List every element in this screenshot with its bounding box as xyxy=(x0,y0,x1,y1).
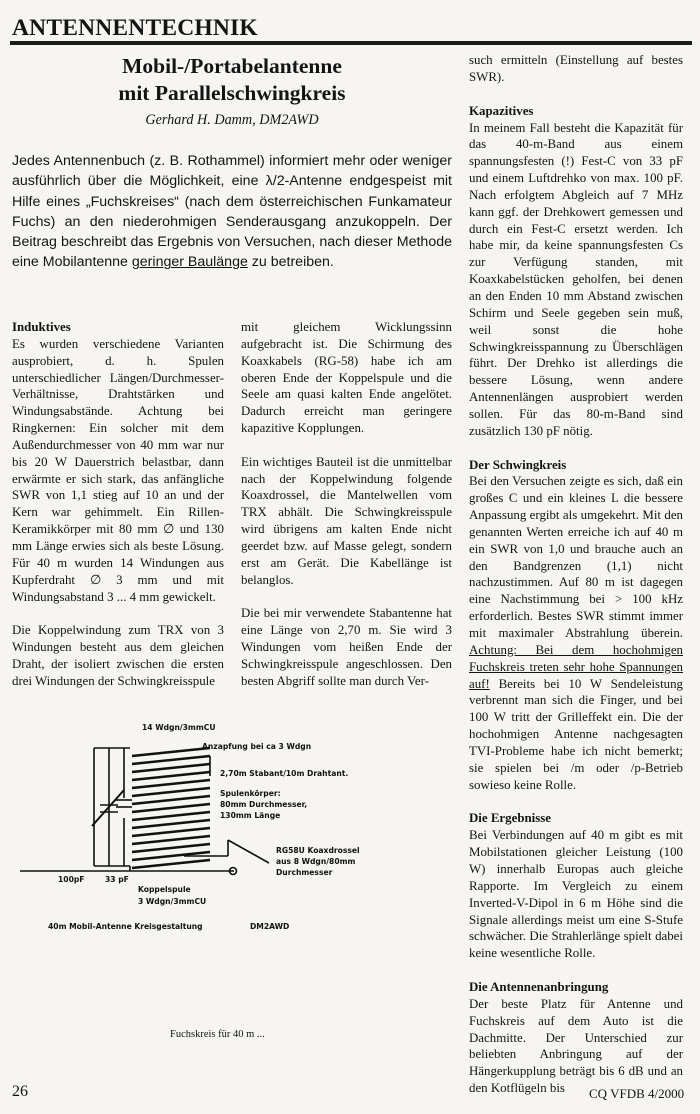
header-rule xyxy=(10,41,692,45)
heading-antennenanbringung: Die Antennenanbringung xyxy=(469,980,609,995)
label-windings: 14 Wdgn/3mmCU xyxy=(142,723,216,732)
paragraph: Bei Verbindungen auf 40 m gibt es mit Mobilstationen gleicher Leistung (100 W) innerhalb Europas auch gleiche Rapporte. Im Vergleich zu einem Inverted-V-Dipol in 6 m Höhe sind die Signale allerdings meist um eine S-Stufe schwächer. Die Strahlerlänge spielt dabei keine wesentliche Rolle. xyxy=(469,828,683,961)
label-coupling-windings: 3 Wdgn/3mmCU xyxy=(138,897,207,906)
paragraph: Die bei mir verwendete Stabantenne hat eine Länge von 2,70 m. Sie wird 3 Windungen vom heißen Ende der Schwingkreisspule angeschlossen. Den besten Abgriff sollte man durch Ver- xyxy=(241,606,452,688)
circuit-diagram xyxy=(14,718,454,948)
heading-schwingkreis: Der Schwingkreis xyxy=(469,457,567,472)
lead-text-1: Jedes Antennenbuch (z. B. Rothammel) informiert mehr oder weniger ausführlich über die Möglichkeit, eine λ/2-Antenne endgespeist mit Hilfe eines „Fuchskreises“ (nach dem österreichischen Funkamateur Fuchs) an den niederohmigen Senderausgang anzukoppeln. Der Beitrag beschreibt das Ergebnis von Versuchen, nach dieser Methode eine Mobilantenne xyxy=(12,153,452,271)
lead-paragraph xyxy=(12,151,452,273)
label-diagram-title: 40m Mobil-Antenne Kreisgestaltung xyxy=(48,922,203,931)
lead-underlined-text: geringer Baulänge xyxy=(131,254,248,271)
page-number: 26 xyxy=(12,1083,28,1100)
label-coupling-coil: Koppelspule xyxy=(138,885,191,894)
label-33pf: 33 pF xyxy=(105,875,129,884)
paragraph: mit gleichem Wicklungssinn aufgebracht ist. Die Schirmung des Koaxkabels (RG-58) habe ich am oberen Ende der Koppelspule und die Seele am quasi kalten Ende angelötet. Dadurch erreicht man geringere kapazitive Kopplungen. xyxy=(241,320,452,436)
label-tap: Anzapfung bei ca 3 Wdgn xyxy=(202,742,312,751)
paragraph: Es wurden verschiedene Varianten ausprobiert, d. h. Spulen unterschiedlicher Längen/Durchmesser-Verhältnisse, Drahtstärken und Windungsabstände. Achtung bei Ringkernen: Ein solcher mit dem Außendurchmesser von 40 mm war nur bis 20 W Dauerstrich belastbar, dann erwärmte er sich stark, das anfängliche SWR von 1,1 stieg auf 10 an und der Kern war gehimmelt. Ein Rillen-Keramikkörper mit 80 mm ∅ und 130 mm Länge erwies sich als beste Lösung. Für 40 m wurden 14 Windungen aus Kupferdraht ∅ 3 mm und mit Windungsabstand 3 ... 4 mm gewickelt. xyxy=(12,336,224,604)
text-span: Bereits bei 10 W Sendeleistung verbrennt man sich die Finger, und bei 100 W tritt der Grilleffekt ein. Die der hochohmigen Antenne nachgesagten TVI-Probleme habe ich nicht bemerkt; sie spielen bei /m oder /p-Betrieb sowieso keine Rolle. xyxy=(469,676,683,792)
label-coil-length: 130mm Länge xyxy=(220,811,281,820)
heading-kapazitives: Kapazitives xyxy=(469,103,534,118)
label-coil-diameter: 80mm Durchmesser, xyxy=(220,800,308,809)
author-byline: Gerhard H. Damm, DM2AWD xyxy=(145,112,319,128)
paragraph: In meinem Fall besteht die Kapazität für das 40-m-Band aus einem spannungsfesten (!) Fest-C von 33 pF und einem Luftdrehko von max. 100 pF. Nach erfolgtem Abgleich auf 7 MHz kann ggf. der Drehkowert gemessen und durch ein Fest-C ersetzt werden. Ich habe mir, da keine spannungsfesten Cs zur Verfügung standen, mit Koaxkabelstücken geholfen, bei denen an den Enden 10 mm Abstand zwischen Schirm und Seele gegeben sein muß, weil sonst die hohe Schwingkreisspannung zu Überschlägen führt. Der Drehko ist allerdings die bessere Lösung, wenn andere Antennenlängen ausprobiert werden sollen. Für das 80-m-Band sind zusätzlich 130 pF nötig. xyxy=(469,120,683,438)
heading-ergebnisse: Die Ergebnisse xyxy=(469,811,551,826)
text-span: Bei den Versuchen zeigte es sich, daß ein großes C und ein kleines L die bessere Anpassung ergibt als umgekehrt. Mit den genannten Werten erreiche ich auf 40 m ein SWR von 1,0 und brauche auch an den Bandgrenzen (1,1) nicht nachzustimmen. Auf 80 m ist dagegen eine Nachstimmung bei > 100 kHz erforderlich. Bestes SWR stimmt immer mit maximaler Abstrahlung überein. xyxy=(469,474,683,640)
column-3 xyxy=(469,52,683,1114)
warning-text: Achtung: Bei dem hochohmigen Fuchskreis treten sehr hohe Spannungen auf! xyxy=(469,642,683,691)
label-callsign: DM2AWD xyxy=(250,922,290,931)
label-choke-diameter: Durchmesser xyxy=(276,868,333,877)
figure-caption: Fuchskreis für 40 m ... xyxy=(170,1029,265,1040)
paragraph: Der beste Platz für Antenne und Fuchskreis auf dem Auto ist die Dachmitte. Der Unterschied zur beliebten Anbringung auf der Hängerkupplung beträgt bis 6 dB und an den Kotflügeln bis xyxy=(469,996,683,1096)
title-line-1: Mobil-/Portabelantenne xyxy=(122,54,342,78)
article-title xyxy=(12,53,452,107)
heading-induktives: Induktives xyxy=(12,320,71,334)
section-header: ANTENNENTECHNIK xyxy=(12,15,258,41)
label-choke-windings: aus 8 Wdgn/80mm xyxy=(276,857,356,866)
title-line-2: mit Parallelschwingkreis xyxy=(118,81,346,105)
label-choke: RG58U Koaxdrossel xyxy=(276,846,360,855)
label-stabantenne: 2,70m Stabant/10m Drahtant. xyxy=(220,769,349,778)
paragraph: such ermitteln (Einstellung auf bestes SWR). xyxy=(469,53,683,84)
paragraph: Ein wichtiges Bauteil ist die unmittelbar nach der Koppelwindung folgende Koaxdrossel, die Mantelwellen vom TRX abhält. Die Schwingkreisspule wird übrigens am kalten Ende nicht geerdet bzw. auf Masse gelegt, sondern erst am Gerät. Die Kabellänge ist belanglos. xyxy=(241,454,452,587)
paragraph xyxy=(469,473,683,793)
magazine-issue: CQ VFDB 4/2000 xyxy=(589,1086,685,1101)
lead-text-2: zu betreiben. xyxy=(247,254,334,271)
label-coil-body: Spulenkörper: xyxy=(220,789,281,798)
column-1 xyxy=(12,319,224,706)
label-100pf: 100pF xyxy=(58,875,85,884)
column-2 xyxy=(241,319,452,706)
paragraph: Die Koppelwindung zum TRX von 3 Windungen besteht aus dem gleichen Draht, der isoliert zwischen die ersten drei Windungen der Schwingkreisspule xyxy=(12,623,224,688)
